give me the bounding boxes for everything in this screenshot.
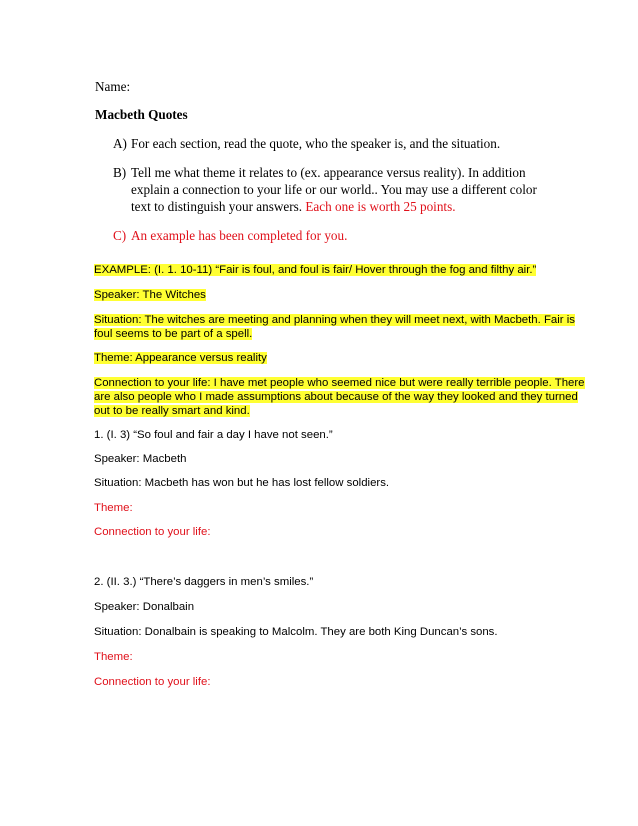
example-quote-text: EXAMPLE: (I. 1. 10-11) “Fair is foul, and foul is fair/ Hover through the fog and filthy air.” bbox=[94, 264, 537, 276]
theme-label: Theme: bbox=[94, 651, 133, 663]
speaker-line: Speaker: Macbeth bbox=[94, 453, 187, 465]
instruction-text: For each section, read the quote, who the speaker is, and the situation. bbox=[131, 136, 501, 151]
instruction-text: An example has been completed for you. bbox=[131, 228, 348, 243]
instruction-letter: B) bbox=[113, 165, 127, 180]
example-connection-text: are also people who I made assumptions about because of the way they looked and they turned bbox=[94, 391, 578, 403]
quote-text: 2. (II. 3.) “There’s daggers in men’s smiles.” bbox=[94, 576, 314, 588]
instruction-letter: C) bbox=[113, 228, 127, 243]
example-connection-line bbox=[94, 376, 585, 390]
page-title: Macbeth Quotes bbox=[95, 107, 188, 122]
example-connection-line bbox=[94, 390, 578, 404]
instruction-text-line bbox=[131, 198, 571, 215]
situation-line: Situation: Macbeth has won but he has lost fellow soldiers. bbox=[94, 477, 390, 489]
quote-text: 1. (I. 3) “So foul and fair a day I have not seen.” bbox=[94, 429, 333, 441]
points-emphasis: Each one is worth 25 points. bbox=[305, 199, 456, 214]
instruction-text-plain: text to distinguish your answers. bbox=[131, 199, 306, 214]
instruction-text-line: explain a connection to your life or our world.. You may use a different color bbox=[131, 182, 537, 197]
connection-label: Connection to your life: bbox=[94, 526, 211, 538]
example-situation-line bbox=[94, 313, 575, 327]
situation-line: Situation: Donalbain is speaking to Malcolm. They are both King Duncan’s sons. bbox=[94, 626, 498, 638]
example-theme bbox=[94, 351, 267, 365]
example-connection-text: out to be really smart and kind. bbox=[94, 405, 250, 417]
theme-label: Theme: bbox=[94, 502, 133, 514]
example-speaker-text: Speaker: The Witches bbox=[94, 289, 206, 301]
instruction-text-line: Tell me what theme it relates to (ex. appearance versus reality). In addition bbox=[131, 165, 526, 180]
example-connection-line bbox=[94, 404, 250, 418]
example-speaker bbox=[94, 288, 206, 302]
example-situation-line bbox=[94, 327, 252, 341]
connection-label: Connection to your life: bbox=[94, 676, 211, 688]
example-theme-text: Theme: Appearance versus reality bbox=[94, 352, 267, 364]
example-connection-text: Connection to your life: I have met people who seemed nice but were really terrible people. There bbox=[94, 377, 585, 389]
speaker-line: Speaker: Donalbain bbox=[94, 601, 195, 613]
instruction-letter: A) bbox=[113, 136, 127, 151]
example-quote bbox=[94, 263, 536, 277]
example-situation-text: foul seems to be part of a spell. bbox=[94, 328, 253, 340]
name-label: Name: bbox=[95, 79, 131, 94]
example-situation-text: Situation: The witches are meeting and planning when they will meet next, with Macbeth. Fair is bbox=[94, 314, 575, 326]
